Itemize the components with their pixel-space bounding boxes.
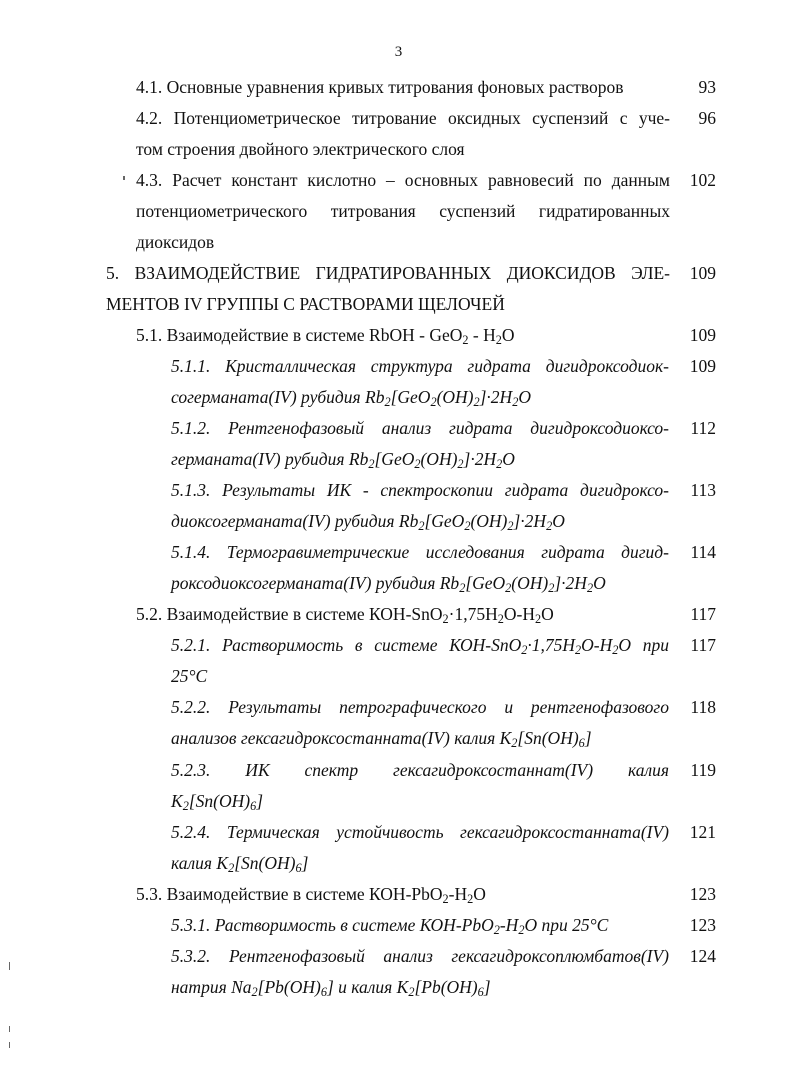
toc-entry-title: 5.2.1. Растворимость в системе КОН-$SnO_2\cdot 1,75H_2O-H_2O$ при 25°C: [171, 635, 670, 686]
toc-entry-title: 5.2. Взаимодействие в системе КОН-$SnO_2\cdot 1,75H_2O-H_2O$: [136, 604, 554, 627]
toc-entry-title: 5.2.2. Результаты петрографического и рентгенофазового анализов гексагидроксостанната(IV) калия $K_2[Sn(OH)_6]$: [171, 697, 669, 751]
toc-entry-page: 117: [690, 604, 716, 624]
scan-mark: [9, 1042, 10, 1048]
toc-entry-title: 5.1.1. Кристаллическая структура гидрата дигидроксодиок- согерманата(IV) рубидия $Rb_2[GeO_2(OH)_2]\cdot 2H_2O$: [171, 356, 669, 410]
toc-entry-page: 109: [689, 263, 716, 283]
toc-entry-page: 124: [689, 946, 716, 966]
scan-mark: [9, 962, 10, 970]
toc-entry-title: 5.1. Взаимодействие в системе RbOH - $GeO_2 - H_2O$: [136, 325, 515, 348]
toc-entry-page: 121: [689, 822, 716, 842]
toc-entry-page: 114: [690, 542, 716, 562]
toc-entry-title: 4.2. Потенциометрическое титрование оксидных суспензий с уче- том строения двойного электрического слоя: [136, 108, 670, 159]
scan-mark: [123, 176, 125, 180]
toc-entry-page: 93: [698, 77, 716, 97]
toc-entry-page: 96: [698, 108, 716, 128]
page-number: 3: [394, 44, 403, 60]
toc-entry-title: 5.1.4. Термогравиметрические исследования гидрата дигид- роксодиоксогерманата(IV) рубидия $Rb_2[GeO_2(OH)_2]\cdot 2H_2O$: [171, 542, 669, 596]
toc-entry-title: 5.1.2. Рентгенофазовый анализ гидрата дигидроксодиоксо- германата(IV) рубидия $Rb_2[GeO_2(OH)_2]\cdot 2H_2O$: [171, 418, 669, 472]
toc-entry-title: 5.1.3. Результаты ИК - спектроскопии гидрата дигидроксо- диоксогерманата(IV) рубидия $Rb_2[GeO_2(OH)_2]\cdot 2H_2O$: [171, 480, 669, 534]
toc-entry-page: 123: [689, 884, 716, 904]
toc-entry-page: 109: [689, 325, 716, 345]
toc-entry-title: 5.3.2. Рентгенофазовый анализ гексагидроксоплюмбатов(IV) натрия $Na_2[Pb(OH)_6]$ и калия $K_2[Pb(OH)_6]$: [171, 946, 669, 1000]
toc-entry-page: 123: [689, 915, 716, 935]
toc-entry-title: 5.2.4. Термическая устойчивость гексагидроксостанната(IV) калия $K_2[Sn(OH)_6]$: [171, 822, 669, 876]
toc-entry-page: 118: [690, 697, 716, 717]
toc-entry-title: 4.1. Основные уравнения кривых титрования фоновых растворов: [136, 77, 624, 97]
toc-entry-page: 117: [690, 635, 716, 655]
toc-entry-title: 5. ВЗАИМОДЕЙСТВИЕ ГИДРАТИРОВАННЫХ ДИОКСИДОВ ЭЛЕ- МЕНТОВ IV ГРУППЫ С РАСТВОРАМИ ЩЕЛОЧЕЙ: [106, 263, 670, 314]
toc-entry-page: 109: [689, 356, 716, 376]
toc-entry-page: 112: [690, 418, 716, 438]
toc-entry-page: 113: [690, 480, 716, 500]
toc-entry-page: 119: [690, 760, 716, 780]
toc-entry-page: 102: [689, 170, 716, 190]
scan-mark: [9, 1026, 10, 1032]
toc-entry-title: 5.3. Взаимодействие в системе КОН-$PbO_2-H_2O$: [136, 884, 486, 907]
toc-entry-title: 4.3. Расчет констант кислотно – основных равновесий по данным потенциометрического титрования суспензий гидратированных диоксидов: [136, 170, 670, 252]
toc-entry-title: 5.2.3. ИК спектр гексагидроксостаннат(IV) калия $K_2[Sn(OH)_6]$: [171, 760, 669, 814]
toc-entry-title: 5.3.1. Растворимость в системе КОН-$PbO_2-H_2O$ при 25°C: [171, 915, 609, 938]
